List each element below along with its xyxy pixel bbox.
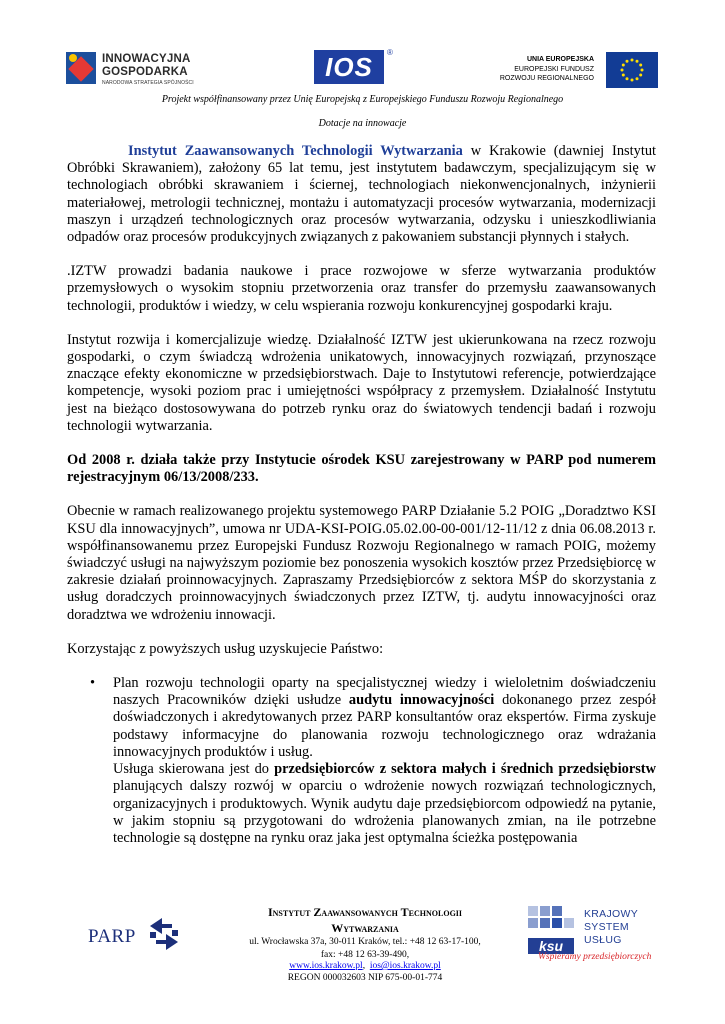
parp-logo-text: PARP bbox=[88, 926, 136, 947]
ksu-grid-icon bbox=[528, 906, 576, 942]
parp-logo bbox=[88, 916, 184, 954]
footer-institute-info bbox=[220, 904, 510, 984]
ksu-line3: USŁUG bbox=[584, 934, 622, 946]
bullet-icon: • bbox=[90, 675, 96, 692]
paragraph-project: Obecnie w ramach realizowanego projektu systemowego PARP Działanie 5.2 POIG „Doradztwo KSI KSU dla innowacyjnych”, umowa nr UDA-KSI-POIG.05.02.00-00-001/12-11/12 z dnia 06.08.2013 r. współfinansowanemu przez Europejski Fundusz Rozwoju Regionalnego w ramach POIG, możemy świadczyć usługi na najwyższym poziomie bez ponoszenia wysokich kosztów przez Przedsiębiorcę w zakresie działań proinnowacyjnych. Zapraszamy Przedsiębiorców z sektora MŚP do skorzystania z usług doradczych proinnowacyjnych świadczonych przez IZTW, tj. audytu innowacyjności oraz doradztwa we wdrożeniu innowacji. bbox=[67, 503, 656, 623]
footer-title-line2: Wytwarzania bbox=[331, 921, 399, 935]
ksu-line2: SYSTEM bbox=[584, 921, 629, 933]
subsidy-note: Dotacje na innowacje bbox=[318, 118, 407, 129]
list-item-text-1 bbox=[113, 675, 656, 761]
ksu-label: ksu bbox=[528, 938, 574, 954]
institute-name: Instytut Zaawansowanych Technologii Wytwarzania bbox=[128, 143, 463, 159]
header-logos bbox=[0, 44, 725, 94]
parp-arrows-icon bbox=[146, 916, 182, 952]
li1-text-bold: audytu innowacyjności bbox=[348, 692, 495, 709]
document-body bbox=[67, 143, 656, 847]
benefits-list bbox=[90, 675, 656, 847]
footer-links bbox=[220, 961, 510, 973]
paragraph-knowledge: Instytut rozwija i komercjalizuje wiedzę. Działalność IZTW jest ukierunkowana na rzecz rozwoju gospodarki, o czym świadczą wdrożenia unikatowych, innowacyjnych rozwiązań, przynoszące znaczące efekty ekonomiczne w przedsiębiorstwach. Daje to Instytutowi referencje, potwierdzające kompetencje, wysoki poziom prac i umiejętności współpracy z przemysłem. Działalność Instytutu jest na bieżąco dostosowywana do potrzeb rynku oraz do światowych tendencji badań i rozwoju technologii wytwarzania. bbox=[67, 331, 656, 434]
ios-logo-text: IOS bbox=[314, 50, 384, 84]
ios-logo bbox=[314, 50, 396, 86]
footer-address: ul. Wrocławska 37a, 30-011 Kraków, tel.: +48 12 63-17-100, bbox=[249, 937, 481, 947]
link-separator: , bbox=[362, 961, 366, 971]
li2-text-bold: przedsiębiorców z sektora małych i średnich przedsiębiorstw bbox=[274, 761, 656, 778]
ksu-slogan: Wspieramy przedsiębiorczych bbox=[538, 952, 652, 962]
ksu-line1: KRAJOWY bbox=[584, 908, 639, 920]
ig-logo-icon bbox=[66, 52, 96, 84]
li1-text-a: Plan rozwoju technologii oparty na specjalistycznej wiedzy i wieloletnim doświadczeniu naszych Pracowników dzięki usłudze bbox=[113, 675, 656, 709]
li2-text-a: Usługa skierowana jest do bbox=[113, 761, 275, 778]
registered-mark: ® bbox=[387, 48, 393, 57]
email-link[interactable]: ios@ios.krakow.pl bbox=[369, 961, 441, 971]
paragraph-research: .IZTW prowadzi badania naukowe i prace rozwojowe w sferze wytwarzania produktów przemysłowych o wysokim stopniu przetworzenia oraz transfer do przemysłu zaawansowanych technologii, produktów i wiedzy, w celu wspierania rozwoju konkurencyjnej gospodarki kraju. bbox=[67, 263, 656, 314]
footer-regon-nip: REGON 000032603 NIP 675-00-01-774 bbox=[287, 972, 443, 983]
footer-title-line1: Instytut Zaawansowanych Technologii bbox=[267, 905, 463, 919]
ig-logo-line2: GOSPODARKA bbox=[102, 66, 188, 78]
eu-logo bbox=[499, 46, 658, 90]
paragraph-intro-text: w Krakowie (dawniej Instytut Obróbki Skrawaniem), założony 65 lat temu, jest instytutem badawczym, specjalizującym się w technologiach obróbki skrawaniem i ściernej, technologiach niekonwencjonalnych, inżynierii materiałowej, metrologii technicznej, montażu i automatyzacji procesów wytwarzania, modernizacji maszyn i urządzeń technologicznych oraz procesów wytwarzania, odzysku i unieszkodliwiania odpadów oraz procesów produkcyjnych związanych z pakowaniem substancji płynnych i stałych. bbox=[67, 143, 657, 246]
paragraph-ksu: Od 2008 r. działa także przy Instytucie ośrodek KSU zarejestrowany w PARP pod numerem rejestracyjnym 06/13/2008/233. bbox=[67, 452, 656, 486]
innowacyjna-gospodarka-logo bbox=[66, 50, 206, 90]
paragraph-benefits-intro: Korzystając z powyższych usług uzyskujecie Państwo: bbox=[67, 640, 384, 657]
footer-fax: fax: +48 12 63-39-490, bbox=[320, 949, 410, 960]
li1-text-c: dokonanego przez zespół doświadczonych i akredytowanych przez PARP konsultantów oraz ekspertów. Firma zyskuje podstawy informacyjne do planowania rozwoju technologicznego oraz wdrażania innowacyjnych produktów i usług. bbox=[113, 692, 657, 760]
list-item bbox=[90, 675, 656, 847]
eu-logo-line2: EUROPEJSKI FUNDUSZ bbox=[514, 66, 594, 73]
li2-text-c: planujących dalszy rozwój w oparciu o wdrożenie nowych rozwiązań technologicznych, organizacyjnych i produktowych. Wynik audytu daje przedsiębiorcom odpowiedź na pytanie, w jakim stopniu są przygotowani do wdrożenia planowanych zmian, na ile potrzebne technologie są dostępne na rynku oraz jaka jest optymalna ścieżka postępowania bbox=[113, 778, 656, 846]
ig-logo-line1: INNOWACYJNA bbox=[102, 53, 191, 65]
list-item-text-2 bbox=[113, 761, 656, 847]
eu-flag-icon bbox=[606, 52, 658, 88]
ig-logo-line3: NARODOWA STRATEGIA SPÓJNOŚCI bbox=[102, 80, 194, 86]
eu-logo-line3: ROZWOJU REGIONALNEGO bbox=[499, 75, 594, 82]
website-link[interactable]: www.ios.krakow.pl bbox=[289, 961, 363, 971]
paragraph-intro bbox=[67, 143, 656, 246]
cofinancing-note: Projekt współfinansowany przez Unię Europejską z Europejskiego Funduszu Rozwoju Regionalnego bbox=[161, 94, 564, 105]
eu-logo-line1: UNIA EUROPEJSKA bbox=[526, 56, 594, 63]
ksu-logo bbox=[528, 906, 652, 966]
